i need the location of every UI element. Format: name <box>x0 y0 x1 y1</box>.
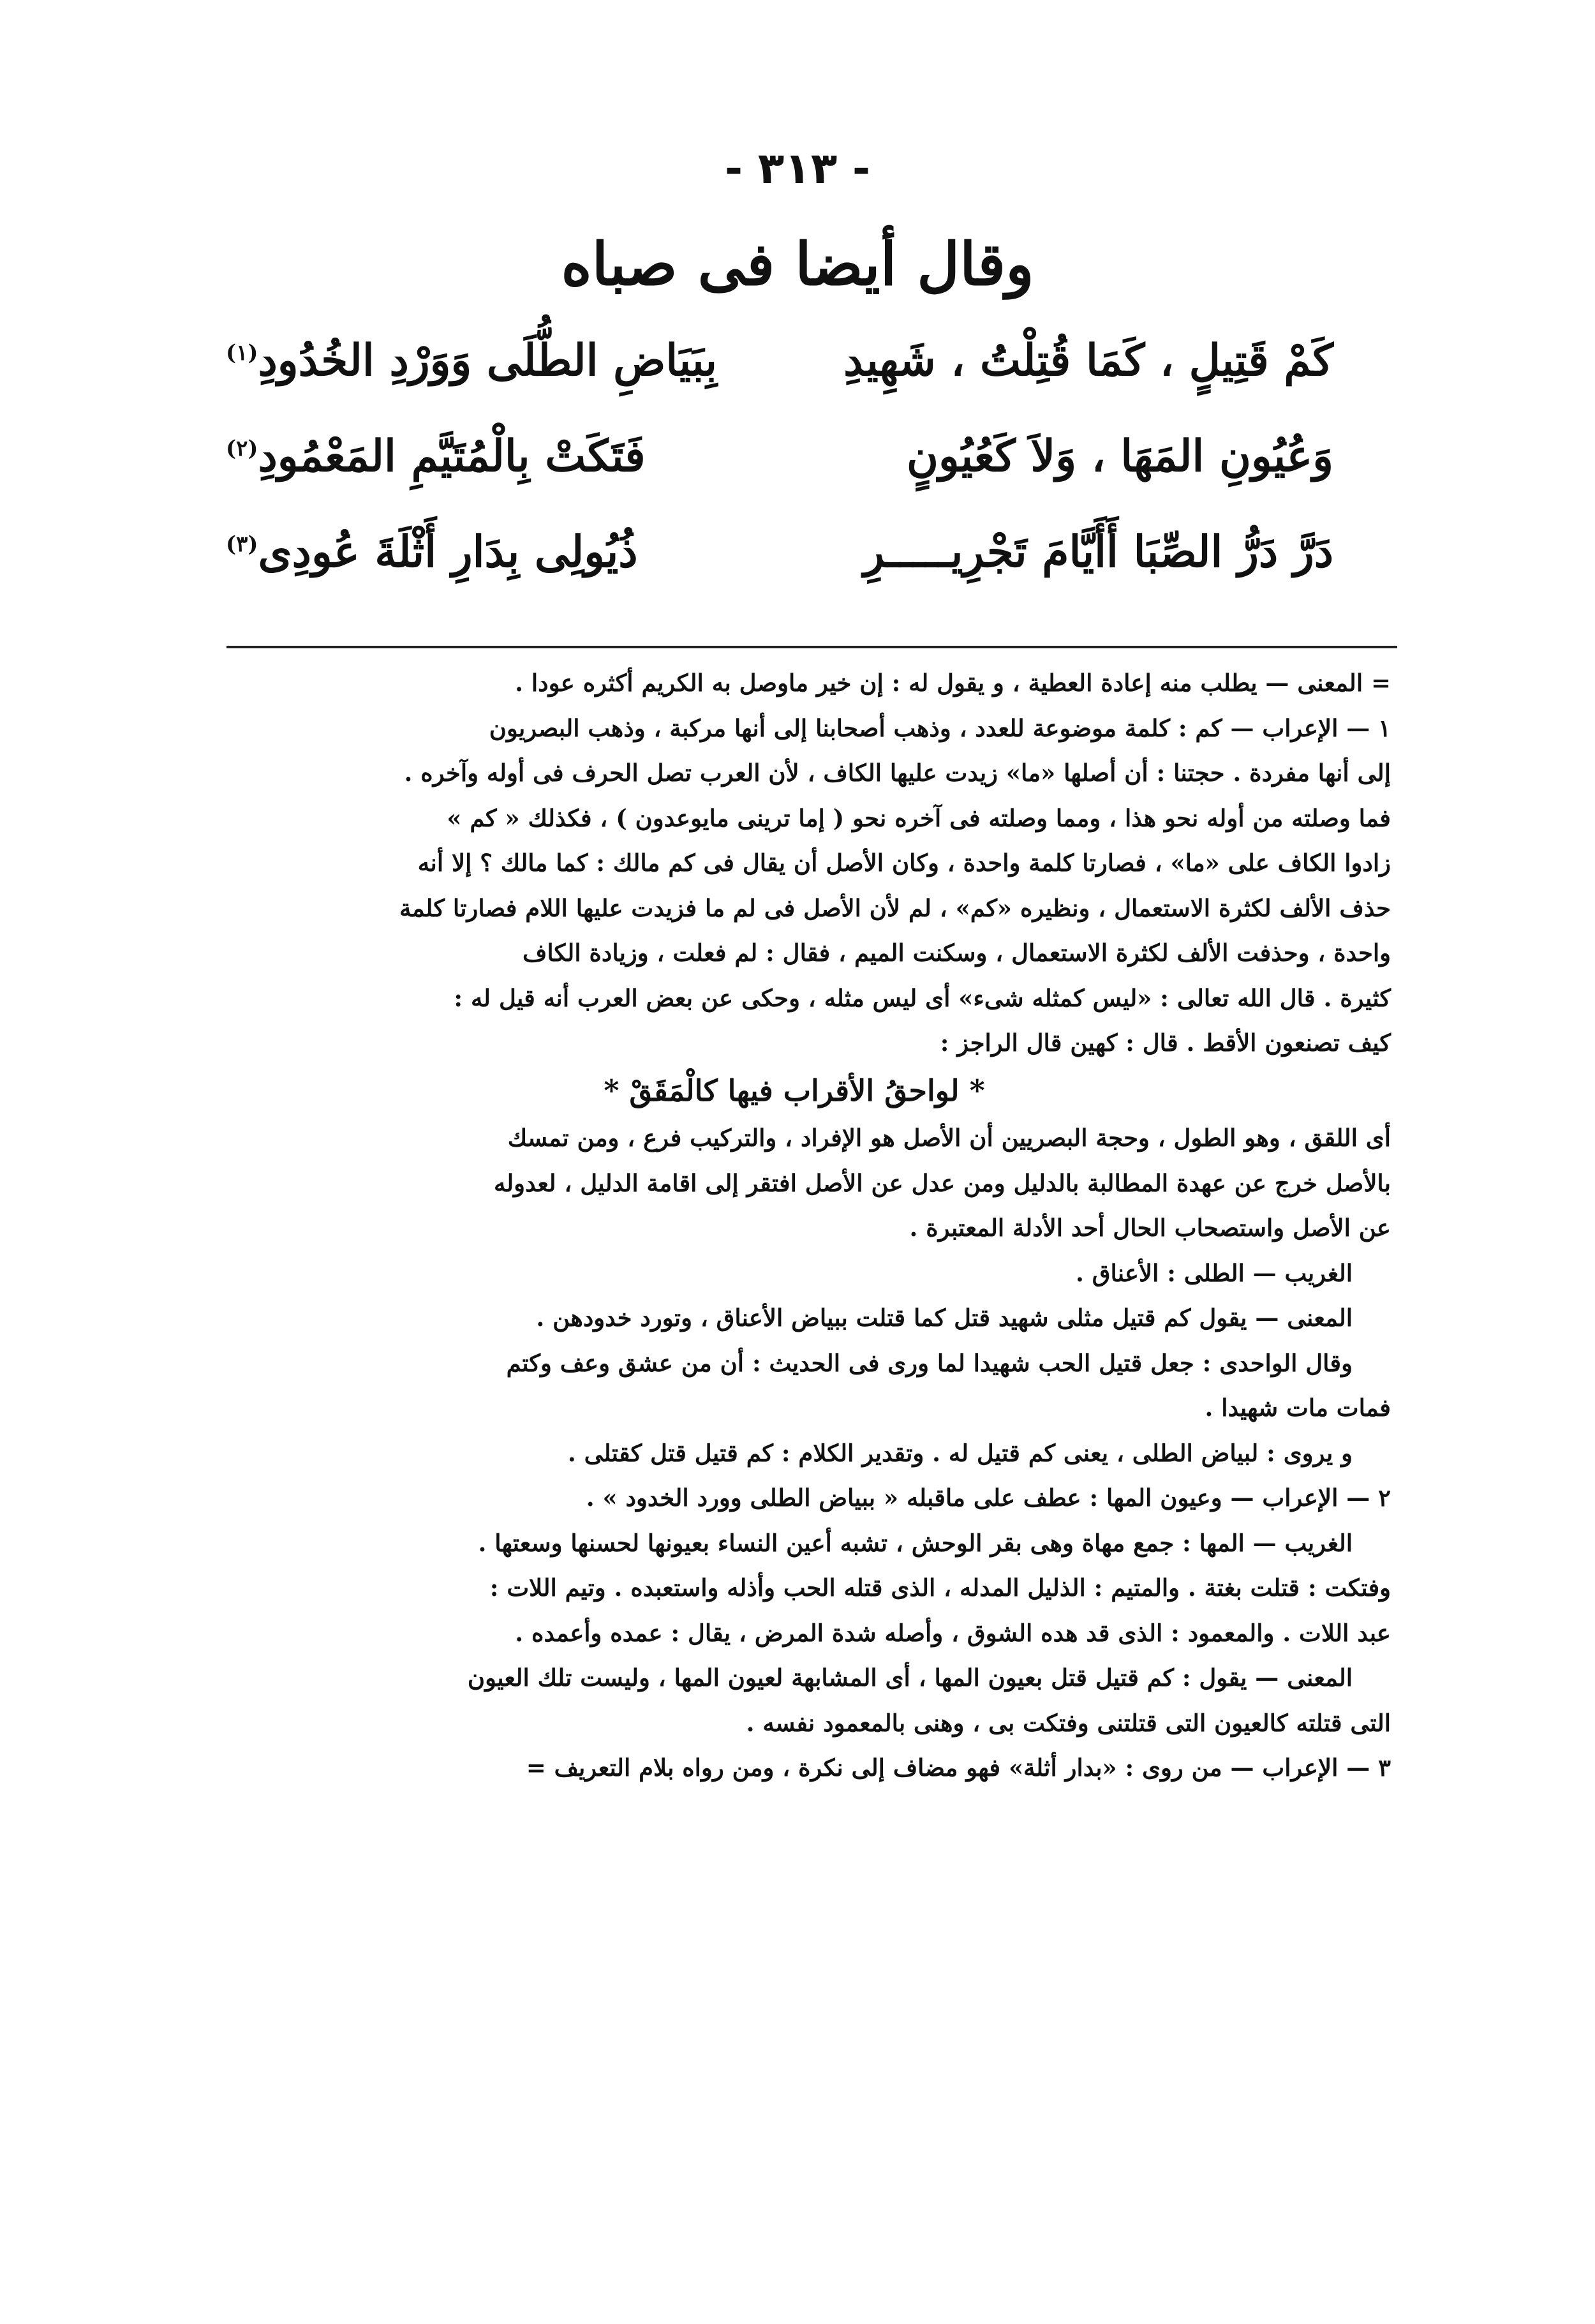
commentary-line: وقال الواحدى : جعل قتيل الحب شهيدا لما ورى فى الحديث : أن من عشق وعف وكتم <box>506 1348 1353 1377</box>
first-hemistich: كَمْ قَتِيلٍ ، كَمَا قُتِلْتُ ، شَهِيدِ <box>843 335 1333 386</box>
commentary-line: إلى أنها مفردة . حجتنا : أن أصلها «ما» زيدت عليها الكاف ، لأن العرب تصل الحرف فى أوله وآخره . <box>404 759 1391 787</box>
commentary-line: كثيرة . قال الله تعالى : «ليس كمثله شىء» أى ليس مثله ، وحكى عن بعض العرب أنه قيل له : <box>454 983 1391 1012</box>
commentary <box>198 660 1391 1791</box>
commentary-line: فما وصلته من أوله نحو هذا ، ومما وصلته فى آخره نحو ( إما ترينى مايوعدون ) ، فكذلك « كم » <box>447 803 1391 832</box>
commentary-line: بالأصل خرج عن عهدة المطالبة بالدليل ومن عدل عن الأصل افتقر إلى اقامة الدليل ، لعدوله <box>494 1168 1391 1197</box>
commentary-line: وفتكت : قتلت بغتة . والمتيم : الذليل المدله ، الذى قتله الحب وأذله واستعبده . وتيم اللات : <box>489 1574 1391 1602</box>
commentary-line: ١ — الإعراب — كم : كلمة موضوعة للعدد ، وذهب أصحابنا إلى أنها مركبة ، وذهب البصريون <box>489 713 1391 742</box>
commentary-line: = المعنى — يطلب منه إعادة العطية ، و يقول له : إن خير ماوصل به الكريم أكثره عودا . <box>515 669 1391 697</box>
second-hemistich: بِبَيَاضِ الطُّلَى وَوَرْدِ الخُدُودِ <box>258 335 718 386</box>
footnote-marker: (٣) <box>226 532 258 558</box>
commentary-line: المعنى — يقول كم قتيل مثلى شهيد قتل كما قتلت ببياض الأعناق ، وتورد خدودهن . <box>536 1304 1353 1332</box>
commentary-line: فمات مات شهيدا . <box>1205 1394 1391 1422</box>
verse <box>223 335 1333 431</box>
second-hemistich-wrap <box>223 526 638 577</box>
verse-quote: * لواحقُ الأقراب فيها كالْمَقَقْ * <box>604 1073 985 1108</box>
first-hemistich: وَعُيُونِ المَهَا ، وَلاَ كَعُيُونٍ <box>906 431 1333 482</box>
poem-title: وقال أيضا فى صباه <box>561 230 1034 299</box>
commentary-line: ٣ — الإعراب — من روى : «بدار أثلة» فهو مضاف إلى نكرة ، ومن رواه بلام التعريف = <box>526 1754 1391 1782</box>
second-hemistich: ذُيُولِى بِدَارِ أَثْلَةَ عُودِى <box>258 526 638 577</box>
commentary-line: و يروى : لبياض الطلى ، يعنى كم قتيل له . وتقدير الكلام : كم قتيل قتل كقتلى . <box>567 1438 1353 1467</box>
verse <box>223 526 1333 622</box>
commentary-line: عن الأصل واستصحاب الحال أحد الأدلة المعتبرة . <box>909 1214 1391 1242</box>
first-hemistich: دَرَّ دَرُّ الصِّبَا أَأَيَّامَ تَجْرِيـــــرِ <box>863 526 1333 577</box>
commentary-line: التى قتلته كالعيون التى قتلتنى وفتكت بى ، وهنى بالمعمود نفسه . <box>746 1708 1391 1737</box>
commentary-line: عبد اللات . والمعمود : الذى قد هده الشوق ، وأصله شدة المرض ، يقال : عمده وأعمده . <box>515 1618 1391 1647</box>
footnote-marker: (١) <box>226 340 258 366</box>
commentary-line: المعنى — يقول : كم قتيل قتل بعيون المها ، أى المشابهة لعيون المها ، وليست تلك العيون <box>467 1664 1353 1692</box>
commentary-line: حذف الألف لكثرة الاستعمال ، ونظيره «كم» ، لم لأن الأصل فى لم ما فزيدت عليها اللام فصارتا كلمة <box>399 893 1391 922</box>
commentary-line: الغريب — المها : جمع مهاة وهى بقر الوحش ، تشبه أعين النساء بعيونها لحسنها وسعتها . <box>478 1528 1353 1557</box>
page-number: - ٣١٣ - <box>724 144 871 194</box>
poem <box>223 335 1333 622</box>
commentary-line: الغريب — الطلى : الأعناق . <box>1076 1258 1353 1287</box>
commentary-line: أى اللقق ، وهو الطول ، وحجة البصريين أن الأصل هو الإفراد ، والتركيب فرع ، ومن تمسك <box>507 1124 1391 1152</box>
divider-rule <box>226 646 1397 648</box>
second-hemistich-wrap <box>223 335 717 386</box>
commentary-line: زادوا الكاف على «ما» ، فصارتا كلمة واحدة ، وكان الأصل أن يقال فى كم مالك : كما مالك ؟ إلا أنه <box>417 849 1391 877</box>
commentary-line: واحدة ، وحذفت الألف لكثرة الاستعمال ، وسكنت الميم ، فقال : لم فعلت ، وزيادة الكاف <box>523 939 1391 967</box>
footnote-marker: (٢) <box>226 436 258 462</box>
commentary-line: كيف تصنعون الأقط . قال : كهين قال الراجز : <box>940 1029 1391 1057</box>
second-hemistich-wrap <box>223 431 646 482</box>
commentary-line: ٢ — الإعراب — وعيون المها : عطف على ماقبله « ببياض الطلى وورد الخدود » . <box>586 1484 1391 1512</box>
second-hemistich: فَتَكَتْ بِالْمُتَيَّمِ المَعْمُودِ <box>258 431 646 482</box>
verse <box>223 431 1333 526</box>
